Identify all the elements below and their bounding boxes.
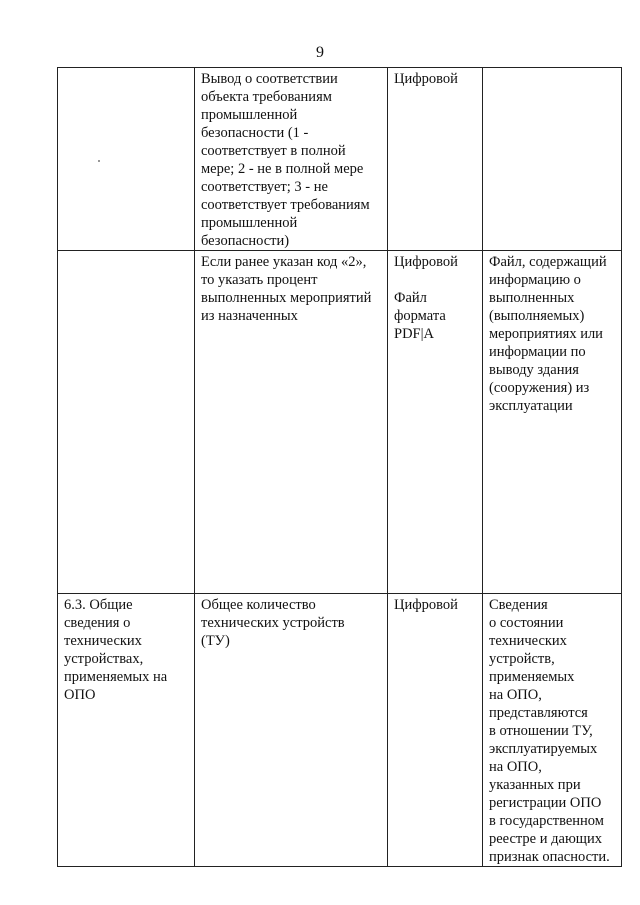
- text-line: технических: [64, 633, 142, 649]
- text-line: технических: [489, 633, 567, 649]
- text-line: Цифровой: [394, 254, 458, 270]
- text-line: регистрации ОПО: [489, 795, 602, 811]
- cell-section: [58, 251, 195, 594]
- text-line: из назначенных: [201, 308, 298, 324]
- text-line: объекта требованиям: [201, 89, 332, 105]
- text-line: устройствах,: [64, 651, 144, 667]
- text-line: в отношении ТУ,: [489, 723, 593, 739]
- cell-parameter: [195, 68, 388, 251]
- cell-parameter: [195, 251, 388, 594]
- text-line: реестре и дающих: [489, 831, 602, 847]
- table-row: [58, 594, 622, 867]
- text-line: (выполняемых): [489, 308, 585, 324]
- text-line: в государственном: [489, 813, 604, 829]
- text-line: формата: [394, 308, 446, 324]
- text-line: соответствует в полной: [201, 143, 346, 159]
- table-row: [58, 251, 622, 594]
- text-line: Файл, содержащий: [489, 254, 607, 270]
- text-line: безопасности (1 -: [201, 125, 309, 141]
- text-line: выполненных: [489, 290, 575, 306]
- cell-format: [388, 251, 483, 594]
- text-line: устройств,: [489, 651, 555, 667]
- text-line: промышленной: [201, 215, 298, 231]
- text-line: выводу здания: [489, 362, 579, 378]
- cell-format: [388, 594, 483, 867]
- cell-section: [58, 594, 195, 867]
- page-number: 9: [316, 44, 324, 61]
- text-line: выполненных мероприятий: [201, 290, 372, 306]
- cell-note: [483, 68, 622, 251]
- text-line: Сведения: [489, 597, 548, 613]
- text-line: на ОПО,: [489, 759, 542, 775]
- table-row: [58, 68, 622, 251]
- text-line: промышленной: [201, 107, 298, 123]
- text-line: информацию о: [489, 272, 581, 288]
- text-line: то указать процент: [201, 272, 318, 288]
- text-line: Цифровой: [394, 71, 458, 87]
- text-line: (ТУ): [201, 633, 230, 649]
- format-file: [394, 289, 477, 343]
- text-line: 6.3. Общие: [64, 597, 133, 613]
- requirements-table: [57, 67, 622, 867]
- cell-section: [58, 68, 195, 251]
- text-line: ОПО: [64, 687, 96, 703]
- text-line: о состоянии: [489, 615, 564, 631]
- text-line: эксплуатируемых: [489, 741, 598, 757]
- text-line: применяемых: [489, 669, 575, 685]
- text-line: признак опасности.: [489, 849, 610, 865]
- text-line: Общее количество: [201, 597, 316, 613]
- text-line: представляются: [489, 705, 588, 721]
- text-line: на ОПО,: [489, 687, 542, 703]
- text-line: Файл: [394, 290, 427, 306]
- text-line: соответствует требованиям: [201, 197, 370, 213]
- text-line: эксплуатации: [489, 398, 573, 414]
- cell-note: [483, 251, 622, 594]
- text-line: Вывод о соответствии: [201, 71, 338, 87]
- format-primary: [394, 253, 477, 271]
- text-line: мероприятиях или: [489, 326, 603, 342]
- text-line: Цифровой: [394, 597, 458, 613]
- text-line: сведения о: [64, 615, 131, 631]
- text-line: мере; 2 - не в полной мере: [201, 161, 364, 177]
- cell-format: [388, 68, 483, 251]
- cell-note: [483, 594, 622, 867]
- text-line: указанных при: [489, 777, 581, 793]
- cell-parameter: [195, 594, 388, 867]
- text-line: PDF|A: [394, 326, 434, 342]
- text-line: (сооружения) из: [489, 380, 590, 396]
- text-line: применяемых на: [64, 669, 168, 685]
- text-line: информации по: [489, 344, 586, 360]
- text-line: соответствует; 3 - не: [201, 179, 328, 195]
- text-line: безопасности): [201, 233, 290, 249]
- text-line: технических устройств: [201, 615, 345, 631]
- text-line: Если ранее указан код «2»,: [201, 254, 367, 270]
